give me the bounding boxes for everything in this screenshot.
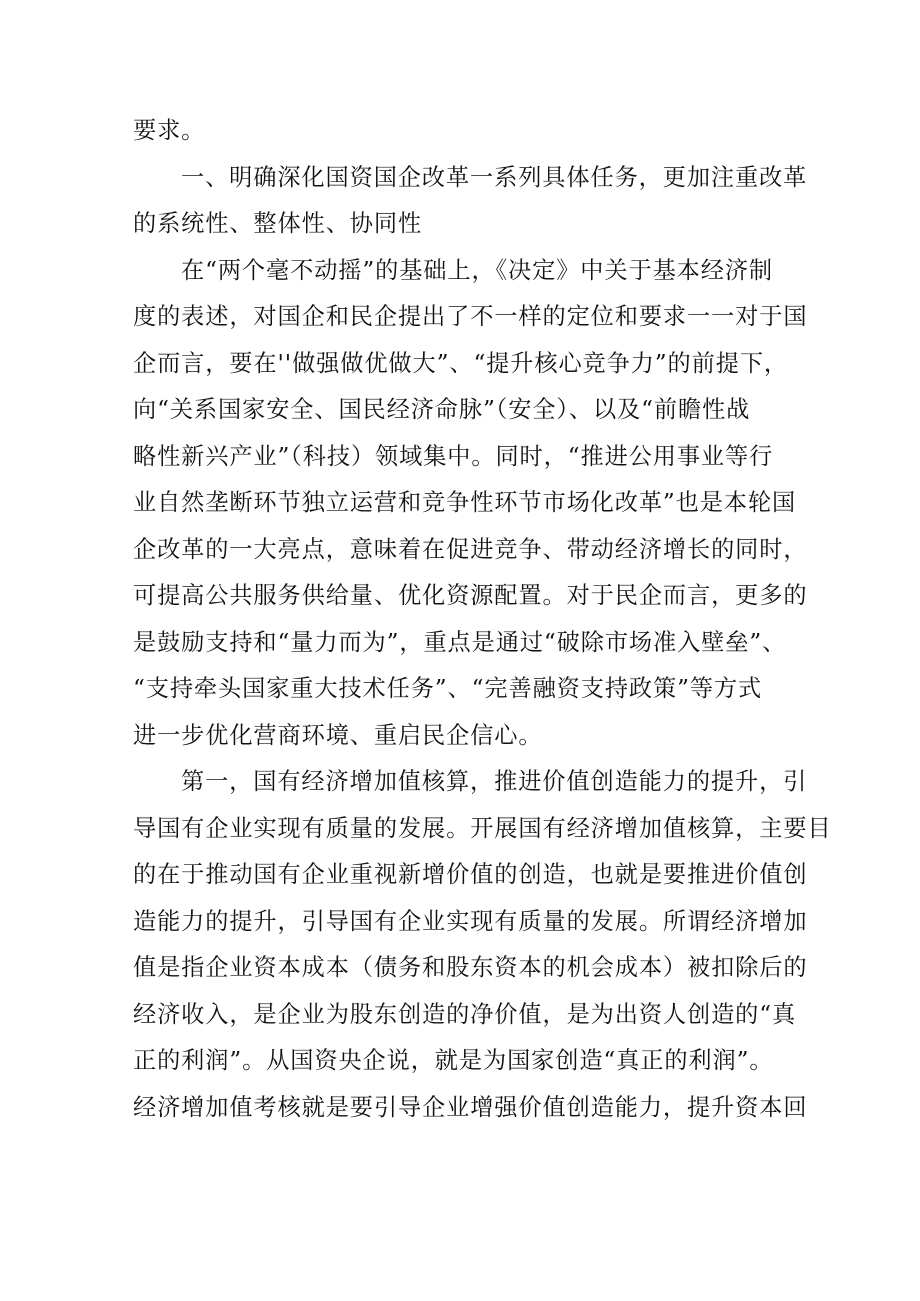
paragraph-line: 是鼓励支持和“量力而为”，重点是通过“破除市场准入壁垒”、	[133, 628, 787, 656]
paragraph-line: 略性新兴产业”（科技）领域集中。同时，“推进公用事业等行	[133, 442, 774, 470]
paragraph-line: 在“两个毫不动摇”的基础上，《决定》中关于基本经济制	[181, 256, 774, 284]
paragraph-line: 经济增加值考核就是要引导企业增强价值创造能力，提升资本回	[133, 1093, 808, 1121]
paragraph-line: 业自然垄断环节独立运营和竞争性环节市场化改革”也是本轮国	[133, 489, 797, 516]
paragraph-line: 值是指企业资本成本（债务和股东资本的机会成本）被扣除后的	[133, 954, 808, 981]
paragraph-line: 企改革的一大亮点，意味着在促进竞争、带动经济增长的同时，	[133, 535, 808, 563]
document-body	[133, 108, 832, 1131]
paragraph-line: 度的表述，对国企和民企提出了不一样的定位和要求一一对于国	[133, 303, 808, 330]
paragraph-line: 向“关系国家安全、国民经济命脉”（安全）、以及“前瞻性战	[133, 396, 751, 423]
section-heading-line: 一、明确深化国资国企改革一系列具体任务，更加注重改革	[181, 163, 808, 191]
paragraph-line: 第一，国有经济增加值核算，推进价值创造能力的提升，引	[181, 768, 808, 795]
paragraph-line: 正的利润”。从国资央企说，就是为国家创造“真正的利润”。	[133, 1047, 774, 1074]
paragraph-line: 企而言，要在''做强做优做大”、“提升核心竞争力”的前提下，	[133, 349, 788, 377]
paragraph-line: “支持牵头国家重大技术任务”、“完善融资支持政策”等方式	[133, 675, 763, 702]
paragraph-line: 导国有企业实现有质量的发展。开展国有经济增加值核算，主要目	[133, 814, 832, 842]
paragraph-line: 的在于推动国有企业重视新增价值的创造，也就是要推进价值创	[133, 861, 808, 888]
paragraph-line: 进一步优化营商环境、重启民企信心。	[133, 721, 543, 749]
text-line: 要求。	[133, 117, 206, 144]
paragraph-line: 可提高公共服务供给量、优化资源配置。对于民企而言，更多的	[133, 582, 808, 609]
paragraph-line: 造能力的提升，引导国有企业实现有质量的发展。所谓经济增加	[133, 907, 808, 935]
section-heading-line: 的系统性、整体性、协同性	[133, 210, 423, 237]
paragraph-line: 经济收入，是企业为股东创造的净价值，是为出资人创造的“真	[133, 1000, 797, 1028]
